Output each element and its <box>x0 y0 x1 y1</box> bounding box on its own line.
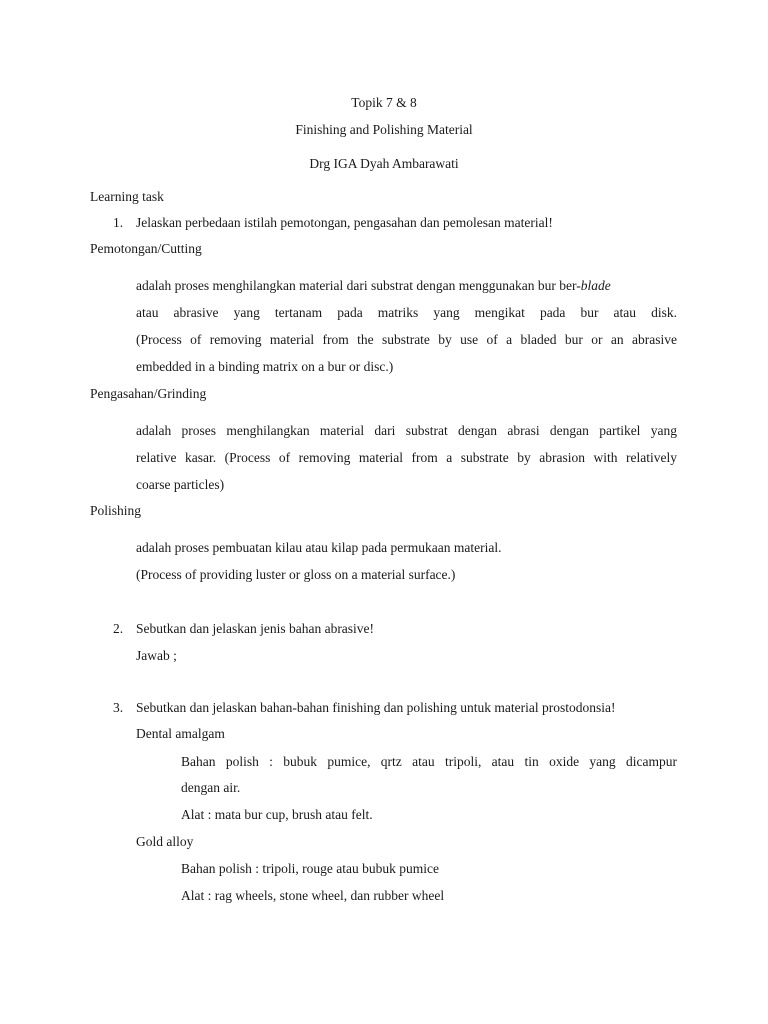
question-1-text: Jelaskan perbedaan istilah pemotongan, pengasahan dan pemolesan material! <box>136 215 553 230</box>
document-title: Finishing and Polishing Material <box>295 122 473 137</box>
cutting-definition-italic: blade <box>580 278 611 293</box>
grinding-definition-line-3: coarse particles) <box>136 477 225 492</box>
cutting-heading: Pemotongan/Cutting <box>90 241 202 256</box>
question-1-number: 1. <box>113 215 124 230</box>
cutting-definition-line-3: (Process of removing material from the substrate by use of a bladed bur or an abrasive <box>136 332 677 347</box>
amalgam-tool: Alat : mata bur cup, brush atau felt. <box>181 807 373 822</box>
amalgam-polish-line-2: dengan air. <box>181 780 241 795</box>
grinding-definition-line-1: adalah proses menghilangkan material dari substrat dengan abrasi dengan partikel yang <box>136 423 677 438</box>
learning-task-heading: Learning task <box>90 189 164 204</box>
amalgam-heading: Dental amalgam <box>136 726 225 741</box>
question-2-answer: Jawab ; <box>136 648 177 663</box>
cutting-definition-line-2: atau abrasive yang tertanam pada matriks yang mengikat pada bur atau disk. <box>136 305 677 320</box>
polishing-definition-line-2: (Process of providing luster or gloss on a material surface.) <box>136 567 456 582</box>
question-3-number: 3. <box>113 700 124 715</box>
question-2-number: 2. <box>113 621 124 636</box>
polishing-heading: Polishing <box>90 503 142 518</box>
gold-polish: Bahan polish : tripoli, rouge atau bubuk pumice <box>181 861 439 876</box>
topic-label: Topik 7 & 8 <box>351 95 417 110</box>
author-name: Drg IGA Dyah Ambarawati <box>309 156 459 171</box>
question-3-text: Sebutkan dan jelaskan bahan-bahan finishing dan polishing untuk material prostodonsia! <box>136 700 616 715</box>
gold-heading: Gold alloy <box>136 834 194 849</box>
cutting-definition-line-1-text: adalah proses menghilangkan material dari substrat dengan menggunakan bur ber- <box>136 278 581 293</box>
gold-tool: Alat : rag wheels, stone wheel, dan rubber wheel <box>181 888 445 903</box>
polishing-definition-line-1: adalah proses pembuatan kilau atau kilap pada permukaan material. <box>136 540 502 555</box>
grinding-heading: Pengasahan/Grinding <box>90 386 207 401</box>
cutting-definition-line-4: embedded in a binding matrix on a bur or disc.) <box>136 359 394 374</box>
amalgam-polish-line-1: Bahan polish : bubuk pumice, qrtz atau tripoli, atau tin oxide yang dicampur <box>181 754 677 769</box>
question-2-text: Sebutkan dan jelaskan jenis bahan abrasive! <box>136 621 375 636</box>
cutting-definition-line-1 <box>136 277 611 295</box>
grinding-definition-line-2: relative kasar. (Process of removing material from a substrate by abrasion with relatively <box>136 450 677 465</box>
